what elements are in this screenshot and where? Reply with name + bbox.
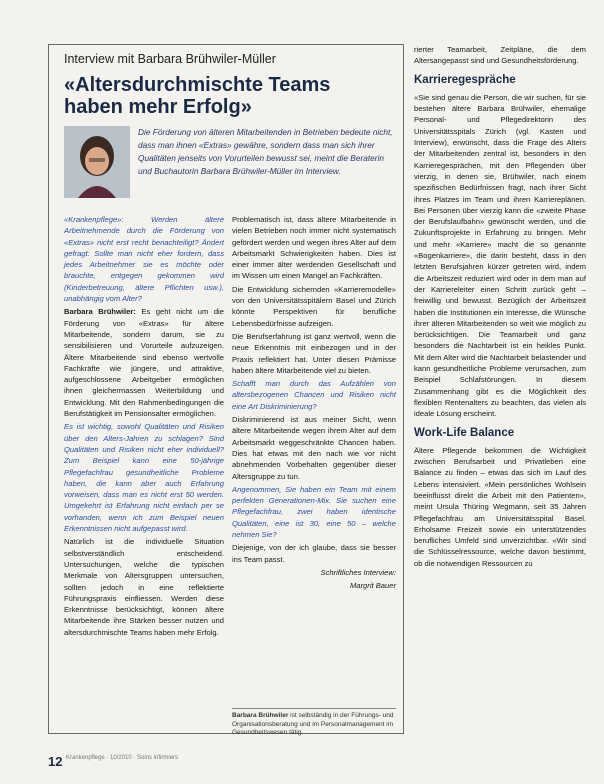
subheading-work-life-balance: Work-Life Balance <box>414 426 515 439</box>
answer-paragraph-2: Die Entwicklung sichernden «Karrieremodelle» von den Universitätsspitälern Basel und Zürich könnte Perspektiven für berufliche Lebensbedürfnisse aufzeigen. <box>232 284 396 328</box>
body-paragraph-1: «Sie sind genau die Person, die wir suchen, für sie bestehen ältere Barbara Brühwiler, ehemalige Personal- und Pflegedirektorin des Universitätsspitals Zürich (vgl. Kasten und Interview), erwünscht, dass die Frage des Alters der Mitarbeitenden zentral ist, besonders in den Karrieregesprächen, mit den Pflegenden über vierzig, in denen sie, Brühwiler, nach einem spezifischen Bedürfnissen fragt, nach ihrer Sicht ihres Platzes im Team und ihren Karriereplänen. Bei Personen über vierzig kann die «zweite Phase der Berufslaufbahn» gewünscht werden, und die Zukunftsprojekte in Erfahrung zu bringen. Mehr und mehr «Karriere» macht die so genannte «Bogenkarriere», die darin besteht, dass in den letzten Berufsjahren kürzer getreten wird, indem die Arbeitszeit reduziert wird oder in dem man auf der Karriereleiter einen Schritt zurück geht – freiwillig und bewusst. Bezüglich der Arbeitszeit haben die Institutionen ein Interesse, die Wünsche ihrer älteren Mitarbeitenden so weit wie möglich zu berücksichtigen. Die Teamarbeit und ganz besonders die Nachtarbeit ist ein heikles Punkt. Mit dem Alter wird die Nachtarbeit belastender und kann gesundheitliche Probleme verursachen, zum Beispiel Schlafstörungen. In diesem Zusammenhang gibt es die Möglichkeit des flexiblen Rentenalters zu beachten, das vielen als ideale Lösung erscheint. <box>414 92 586 419</box>
interviewer-name: Margrit Bauer <box>349 581 396 591</box>
column-1 <box>64 214 224 640</box>
question-4: Angenommen, Sie haben ein Team mit einem perfekten Generationen-Mix. Sie suchen eine Pflegefachfrau, zwei haben identische Qualitäten, eine ist 30, eine 50 – welche nehmen Sie? <box>232 484 396 540</box>
answer-1-text: Es geht nicht um die Förderung von «Extras» für ältere Mitarbeitende, sondern darum, sie zu sensibilisieren und Vorurteile aufzuzeigen. Ältere Mitarbeitende sind ebenso wertvolle Fachkräfte wie jüngere, und attraktive, aufgeschlossene Arbeitgeber ermöglichen ihnen gleichermassen Weiterbildung und Entwicklung. Mit den Rahmenbedingungen die Berufstätigkeit im Pensionsalter ermöglichen. <box>64 307 224 419</box>
subheading-karrieregespraeche: Karrieregespräche <box>414 73 516 86</box>
answer-paragraph-4: Diskriminierend ist aus meiner Sicht, wenn ältere Mitarbeitende wegen ihrem Alter auf dem Arbeitsmarkt weggeschränkte Chancen haben. Dies hat etwas mit den nach wie vor nicht abnehmenden Vorbehalten gegenüber dieser Altersgruppe zu tun. <box>232 415 396 481</box>
question-1: «Krankenpflege»: Werden ältere Arbeitnehmende durch die Förderung von «Extras» nicht erst recht benachteiligt? Ändert gefragt: Sollte man nicht eher fordern, dass jedes Arbeitnehmer sie es möchte oder brauchte, entgegen gekommen wird (Kinderbetreuung, ältere Pflichten usw.), unabhängig vom Alter? <box>64 215 224 304</box>
headline: «Altersdurchmischte Teams haben mehr Erfolg» <box>64 74 331 118</box>
answer-1 <box>64 306 224 419</box>
answer-paragraph-3: Die Berufserfahrung ist ganz wertvoll, wenn die neue Erkenntnis mit einbezogen und in der Praxis reflektiert hat. Unter diesen Prämisse haben ältere Mitarbeitende viel zu bieten. <box>232 331 396 375</box>
continued-paragraph: rierter Teamarbeit, Zeitpläne, die dem Altersangepasst sind und Gesundheitsförderung. <box>414 45 586 66</box>
speaker-name: Barbara Brühwiler: <box>64 307 136 317</box>
author-bio <box>232 708 396 738</box>
answer-paragraph-5: Diejenige, von der ich glaube, dass sie besser ins Team passt. <box>232 543 396 564</box>
column-2 <box>232 214 396 592</box>
question-2: Es ist wichtig, sowohl Qualitäten und Risiken über den Alters-Jahren zu schlagen? Sind Qualitäten und Risiken nicht eher individuell? Zum Beispiel kann eine 50-jährige Pflegefachfrau gesundheitliche Probleme haben, die kann aber auch Erfahrung vorweisen, dass man es nicht erst 50 werden. Umgekehrt ist Erfahrung nicht einfach per se vorhanden, wenn ich zum Beispiel neuen Erkenntnissen nicht aufgepasst wird. <box>64 422 224 534</box>
bio-text: ist selbständig in der Führungs- und Organisationsberatung und im Personalmanagement im Gesundheitswesen tätig. <box>232 712 394 736</box>
lead-paragraph: Die Förderung von älteren Mitarbeitenden in Betrieben bedeute nicht, dass man ihnen «Extras» gewähre, sondern dass man sich ihrer Qualitäten jenseits von Vorurteilen bewusst sei, meint die Beraterin und Buchautorin Barbara Brühwiler-Müller im Interview. <box>138 127 393 176</box>
page-number: 12 <box>48 754 63 769</box>
column-3 <box>414 44 586 571</box>
answer-2: Natürlich ist die individuelle Situation selbstverständlich entscheidend. Untersuchungen, welche die typischen Merkmale von Altersgruppen untersuchen, sollten jedoch in eine reflektierte Führungspraxis einfliessen. Werden diese Erkenntnisse berücksichtigt, können ältere Mitarbeitende ihre Stärken besser nutzen und altersdurchmischte Teams haben mehr Erfolg. <box>64 537 224 637</box>
body-paragraph-2: Ältere Pflegende bekommen die Wichtigkeit zwischen Berufsarbeit und Privatleben eine Balance zu finden – etwas das sich im Lauf des Lebens intensiviert. «Mein persönliches Wohlsein beeinflusst direkt die Arbeit mit den Patienten», meint Ursula Thüring Wegmann, seit 35 Jahren Pflegefachfrau am Universitätsspital Basel. Erholsame Freizeit sowie ein unterstützendes berufliches Umfeld sind unverzichtbar. «Wir sind die Schlüsselressource, welche davon bestimmt, ob die notwendigen Ressourcen zu <box>414 445 586 568</box>
footer-text: Krankenpflege · 10/2010 · Soins infirmiers <box>66 755 179 761</box>
bio-name: Barbara Brühwiler <box>232 712 289 719</box>
question-3: Schafft man durch das Aufzählen von altersbezogenen Chancen und Risiken nicht eine Art Diskriminierung? <box>232 379 396 411</box>
answer-paragraph-1: Problematisch ist, dass ältere Mitarbeitende in vielen Betrieben noch immer nicht systematisch gefördert werden und wegen ihres Alter auf dem Arbeitsmarkt Schwierigkeiten haben. Dies ist einer immer älter werdenden Gesellschaft und im Wissen um einen Mangel an Fachkräften. <box>232 215 396 281</box>
interviewer-credit: Schriftliches Interview: <box>320 567 396 577</box>
portrait-photo <box>64 126 130 198</box>
interview-kicker: Interview mit Barbara Brühwiler-Müller <box>64 52 276 66</box>
